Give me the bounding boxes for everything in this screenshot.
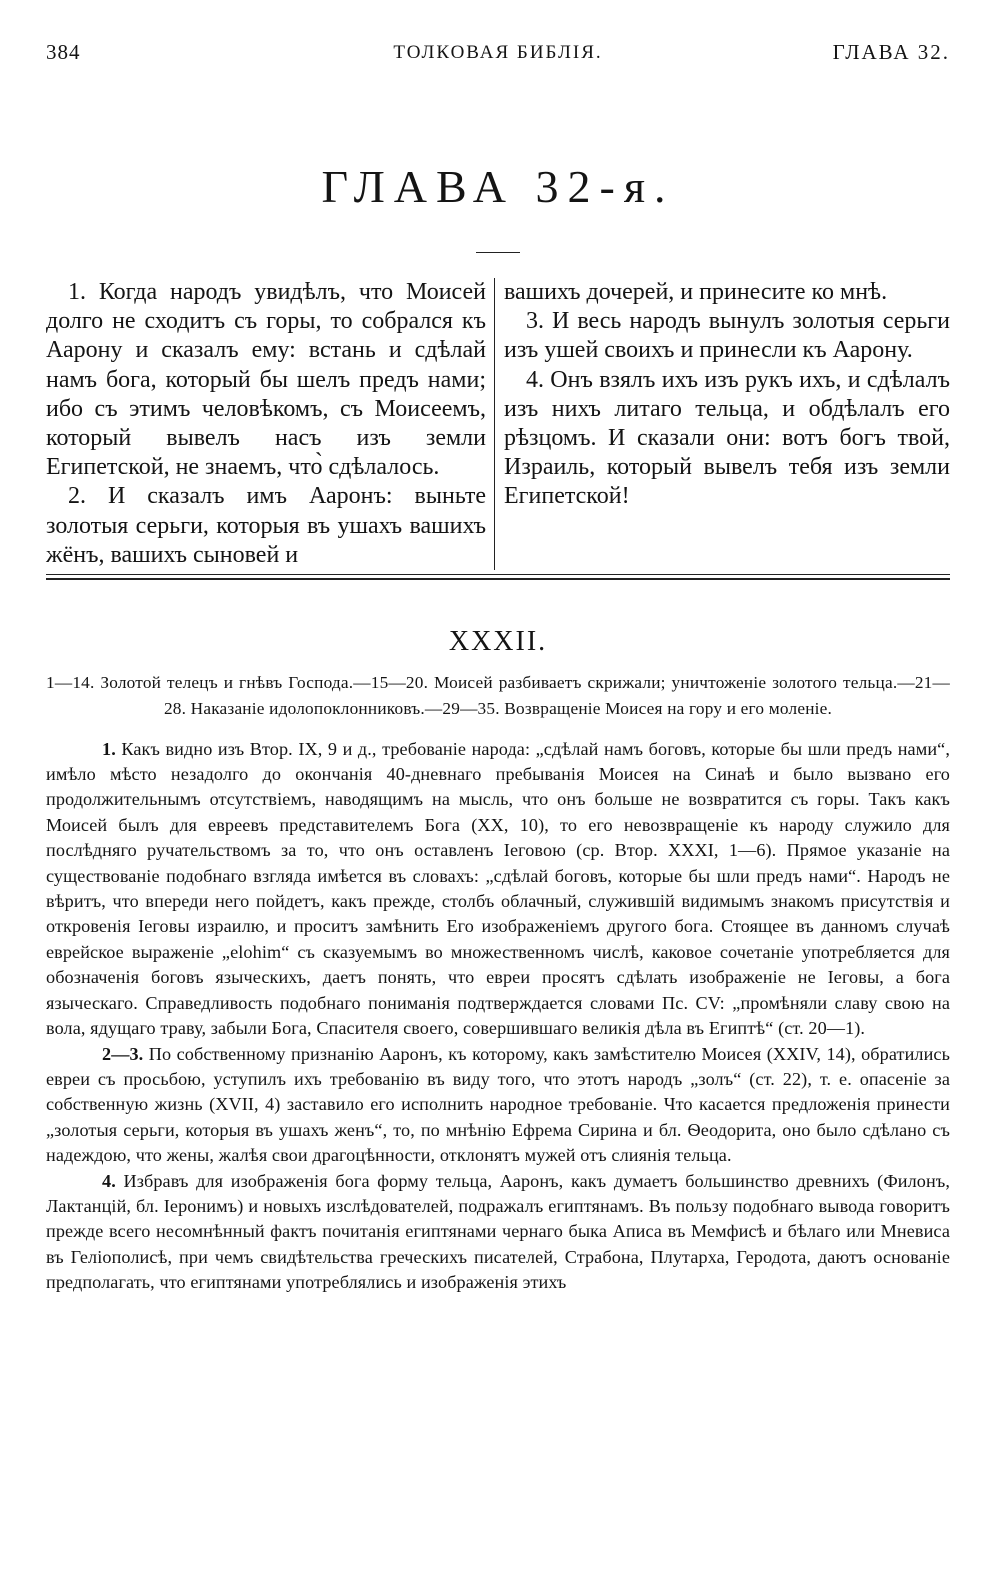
section-divider [46,574,950,580]
page-number: 384 [46,40,81,64]
section-summary: 1—14. Золотой телецъ и гнѣвъ Господа.—15—20. Моисей разбиваетъ скрижали; уничтоженіе золотого тельца.—21—28. Наказаніе идолопоклонниковъ.—29—35. Возвращеніе Моисея на гору и его моленіе. [46,673,950,718]
chapter-label: ГЛАВА 32. [832,40,950,64]
section-numeral: XXXII. [448,626,548,658]
running-title: ТОЛКОВАЯ БИБЛІЯ. [393,42,603,63]
title-rule [476,252,520,253]
commentary-paragraph-text: Какъ видно изъ Втор. IX, 9 и д., требованіе народа: „сдѣлай намъ боговъ, которые бы шли предъ нами“, имѣло мѣсто незадолго до окончанія 40-дневнаго пребыванія Моисея на Синаѣ и было вызвано его продолжительнымъ отсутствіемъ, наводящимъ на мысль, что онъ больше не возвратится съ горы. Такъ какъ Моисей былъ для евреевъ представителемъ Бога (XX, 10), то его невозвращеніе къ народу служило для послѣдняго ручательствомъ за то, что онъ оставленъ Іеговою (ср. Втор. XXXI, 1—6). Прямое указаніе на существованіе подобнаго взгляда имѣется въ словахъ: „сдѣлай боговъ, которые бы шли предъ нами“. Народъ не вѣритъ, что впереди него пойдетъ, какъ прежде, столбъ облачный, служившій видимымъ знакомъ присутствія и откровенія Іеговы израилю, и проситъ замѣнить Его изображеніемъ другого бога. Стоящее въ данномъ случаѣ еврейское выраженіе „elohim“ съ сказуемымъ во множественномъ числѣ, каковое сочетаніе употребляется для обозначенія боговъ языческихъ, даетъ понять, что евреи просятъ сдѣлать изображеніе не Іеговы, а бога языческаго. Справедливость подобнаго пониманія подтверждается словами Пс. CV: „промѣняли славу свою на вола, ядущаго траву, забыли Бога, Спасителя своего, совершившаго великія дѣла въ Египтѣ“ (ст. 20—1). [46,738,950,1039]
verse-4: 4. Онъ взялъ ихъ изъ рукъ ихъ, и сдѣлалъ изъ нихъ литаго тельца, и обдѣлалъ его рѣзцомъ. И сказали они: вотъ богъ твой, Израиль, который вывелъ тебя изъ земли Египетской! [504,366,950,510]
bible-text-columns [46,278,950,570]
chapter-title: ГЛАВА 32-я. [321,161,675,212]
commentary-paragraph-text: По собственному признанію Ааронъ, къ которому, какъ замѣстителю Моисея (XXIV, 14), обратились евреи съ просьбою, уступилъ ихъ требованію въ виду того, что этотъ народъ „золъ“ (ст. 22), т. е. опасеніе за собственную жизнь (XVII, 4) заставило его исполнить народное требованіе. Что касается предложенія принести „золотыя серьги, которыя въ ушахъ женъ“, то, по мнѣнію Ефрема Сирина и бл. Ѳеодорита, оно было сдѣлано съ надеждою, что жены, жалѣя свои драгоцѣнности, отклонятъ мужей отъ слиянія тельца. [46,1043,950,1166]
commentary-text [46,737,950,1296]
commentary-paragraph [46,1042,950,1169]
bible-column-right [494,278,950,570]
verse-reference: 1. [102,738,116,759]
verse-3: 3. И весь народъ вынулъ золотыя серьги изъ ушей своихъ и принесли къ Аарону. [504,308,950,364]
commentary-paragraph [46,1169,950,1296]
bible-column-left [46,278,494,570]
commentary-paragraph [46,737,950,1042]
verse-2-continuation: вашихъ дочерей, и принесите ко мнѣ. [504,279,888,305]
commentary-paragraph-text: Избравъ для изображенія бога форму тельца, Ааронъ, какъ думаетъ большинство древнихъ (Филонъ, Лактанцій, бл. Іеронимъ) и новыхъ изслѣдователей, подражалъ египтянамъ. Въ пользу подобнаго вывода говоритъ прежде всего несомнѣнный фактъ почитанія египтянами чернаго быка Аписа въ Мемфисѣ и бѣлаго или Мневиса въ Геліополисѣ, при чемъ свидѣтельства греческихъ писателей, Страбона, Плутарха, Геродота, даютъ основаніе предполагать, что египтянами употреблялись и изображенія этихъ [46,1170,950,1293]
running-head [46,0,950,82]
verse-1: 1. Когда народъ увидѣлъ, что Моисей долго не сходитъ съ горы, то собрался къ Аарону и сказалъ ему: встань и сдѣлай намъ бога, который бы шелъ предъ нами; ибо съ этимъ человѣкомъ, съ Моисеемъ, который вывелъ насъ изъ земли Египетской, не знаемъ, что̀ сдѣлалось. [46,279,486,481]
verse-reference: 4. [102,1170,116,1191]
verse-2: 2. И сказалъ имъ Ааронъ: выньте золотыя серьги, которыя въ ушахъ вашихъ жёнъ, вашихъ сыновей и [46,483,486,568]
verse-reference: 2—3. [102,1043,144,1064]
